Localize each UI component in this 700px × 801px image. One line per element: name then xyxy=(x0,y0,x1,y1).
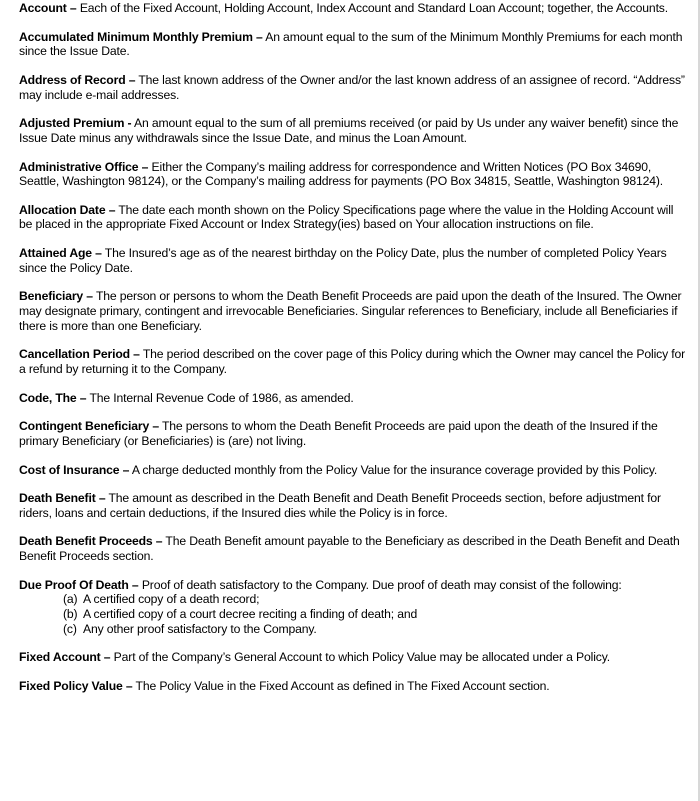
list-marker: (a) xyxy=(63,592,78,607)
list-item-text: A certified copy of a court decree reciting a finding of death; and xyxy=(83,606,418,621)
definition-text: A charge deducted monthly from the Policy Value for the insurance coverage provided by this Policy. xyxy=(129,462,658,477)
list-item-text: A certified copy of a death record; xyxy=(83,592,260,607)
definition-term: Fixed Account – xyxy=(19,650,111,665)
definition-term: Death Benefit – xyxy=(19,491,106,506)
definition-term: Allocation Date – xyxy=(19,202,116,217)
definition-text: Proof of death satisfactory to the Company. Due proof of death may consist of the following: xyxy=(138,577,622,592)
definition-text: An amount equal to the sum of all premiums received (or paid by Us under any waiver benefit) since the Issue Date minus any withdrawals since the Issue Date, and minus the Loan Amount. xyxy=(19,116,679,145)
definition-text: The last known address of the Owner and/or the last known address of an assignee of record. “Address” may include e-mail addresses. xyxy=(19,72,685,102)
definition-term: Contingent Beneficiary – xyxy=(19,419,159,434)
definition-text: Either the Company’s mailing address for correspondence and Written Notices (PO Box 34690, Seattle, Washington 98124), or the Company’s mailing address for payments (PO Box 34815, Seattle, Washington 98124). xyxy=(19,159,664,189)
definition-text: An amount equal to the sum of the Minimum Monthly Premiums for each month since the Issue Date. xyxy=(19,29,683,59)
definition-text: The Insured’s age as of the nearest birthday on the Policy Date, plus the number of completed Policy Years since the Policy Date. xyxy=(19,246,667,275)
definition-term: Address of Record – xyxy=(19,72,136,87)
definition-term: Death Benefit Proceeds – xyxy=(19,534,163,549)
definition-beneficiary xyxy=(19,289,687,333)
definition-term: Adjusted Premium - xyxy=(19,116,132,131)
definition-body xyxy=(19,578,687,593)
definition-fixed-account xyxy=(19,650,687,665)
list-item xyxy=(63,607,687,622)
definition-text: Part of the Company’s General Account to which Policy Value may be allocated under a Policy. xyxy=(110,650,610,665)
definition-account xyxy=(19,1,687,16)
definition-text: The period described on the cover page of this Policy during which the Owner may cancel the Policy for a refund by returning it to the Company. xyxy=(19,347,686,376)
document-page xyxy=(19,1,687,694)
definition-term: Fixed Policy Value – xyxy=(19,678,133,693)
definition-accumulated-minimum-monthly-premium xyxy=(19,30,687,59)
definition-attained-age xyxy=(19,246,687,275)
list-item-text: Any other proof satisfactory to the Company. xyxy=(83,621,317,636)
definition-fixed-policy-value xyxy=(19,679,687,694)
definition-text: Each of the Fixed Account, Holding Account, Index Account and Standard Loan Account; together, the Accounts. xyxy=(76,1,668,15)
definition-cost-of-insurance xyxy=(19,463,687,478)
definition-death-benefit xyxy=(19,491,687,520)
definition-contingent-beneficiary xyxy=(19,419,687,448)
definition-text: The person or persons to whom the Death Benefit Proceeds are paid upon the death of the Insured. The Owner may designate primary, contingent and irrevocable Beneficiaries. Singular references to Beneficiary, include all Beneficiaries if there is more than one Beneficiary. xyxy=(19,289,682,333)
definition-term: Cancellation Period – xyxy=(19,347,140,362)
definition-term: Code, The – xyxy=(19,390,87,405)
definition-text: The persons to whom the Death Benefit Proceeds are paid upon the death of the Insured if the primary Beneficiary (or Beneficiaries) is (are) not living. xyxy=(19,419,658,448)
definition-cancellation-period xyxy=(19,347,687,376)
definition-adjusted-premium xyxy=(19,116,687,145)
definition-death-benefit-proceeds xyxy=(19,534,687,563)
definition-address-of-record xyxy=(19,73,687,102)
list-marker: (b) xyxy=(63,606,78,621)
definition-text: The Policy Value in the Fixed Account as defined in The Fixed Account section. xyxy=(132,678,550,693)
list-item xyxy=(63,592,687,607)
due-proof-list xyxy=(19,592,687,636)
list-marker: (c) xyxy=(63,621,77,636)
definition-allocation-date xyxy=(19,203,687,232)
definition-term: Cost of Insurance – xyxy=(19,462,130,477)
definition-administrative-office xyxy=(19,160,687,189)
definition-term: Due Proof Of Death – xyxy=(19,577,139,592)
definition-text: The Internal Revenue Code of 1986, as amended. xyxy=(86,390,354,405)
definition-text: The amount as described in the Death Benefit and Death Benefit Proceeds section, before adjustment for riders, loans and certain deductions, if the Insured dies while the Policy is in force. xyxy=(19,491,661,520)
definition-term: Attained Age – xyxy=(19,246,102,261)
definition-term: Account – xyxy=(19,1,77,15)
definition-term: Accumulated Minimum Monthly Premium – xyxy=(19,29,263,44)
list-item xyxy=(63,622,687,637)
definition-code xyxy=(19,391,687,406)
definition-term: Administrative Office – xyxy=(19,159,149,174)
definition-due-proof-of-death xyxy=(19,578,687,636)
definition-text: The Death Benefit amount payable to the Beneficiary as described in the Death Benefit and Death Benefit Proceeds section. xyxy=(19,534,680,564)
definition-text: The date each month shown on the Policy Specifications page where the value in the Holding Account will be placed in the appropriate Fixed Account or Index Strategy(ies) based on Your allocation instructions on file. xyxy=(19,202,674,232)
definition-term: Beneficiary – xyxy=(19,289,93,304)
